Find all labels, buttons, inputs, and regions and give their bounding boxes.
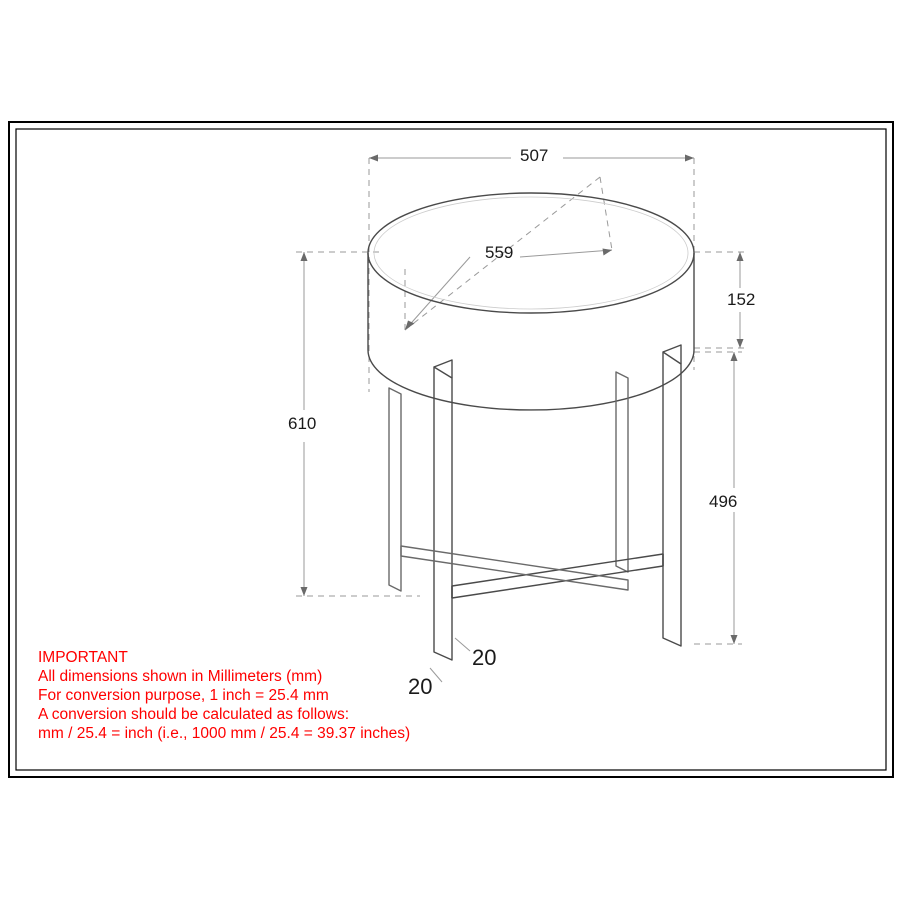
dim-top-thickness: 152 — [727, 290, 756, 309]
note-line-5: mm / 25.4 = inch (i.e., 1000 mm / 25.4 = 39.37 inches) — [38, 725, 411, 742]
important-notes — [38, 648, 410, 743]
note-line-2: All dimensions shown in Millimeters (mm) — [38, 668, 323, 685]
note-line-4: A conversion should be calculated as follows: — [38, 706, 350, 723]
dim-leg-section-b: 20 — [408, 674, 433, 699]
note-line-3: For conversion purpose, 1 inch = 25.4 mm — [38, 687, 329, 704]
dim-leg-height: 496 — [709, 492, 738, 511]
dim-overall-height: 610 — [288, 414, 317, 433]
dim-top-width: 507 — [520, 146, 549, 165]
note-line-1: IMPORTANT — [38, 649, 128, 666]
dim-top-diagonal: 559 — [485, 243, 514, 262]
dimension-lines — [296, 155, 748, 683]
table-outline — [368, 193, 694, 660]
dim-leg-section-a: 20 — [472, 645, 497, 670]
